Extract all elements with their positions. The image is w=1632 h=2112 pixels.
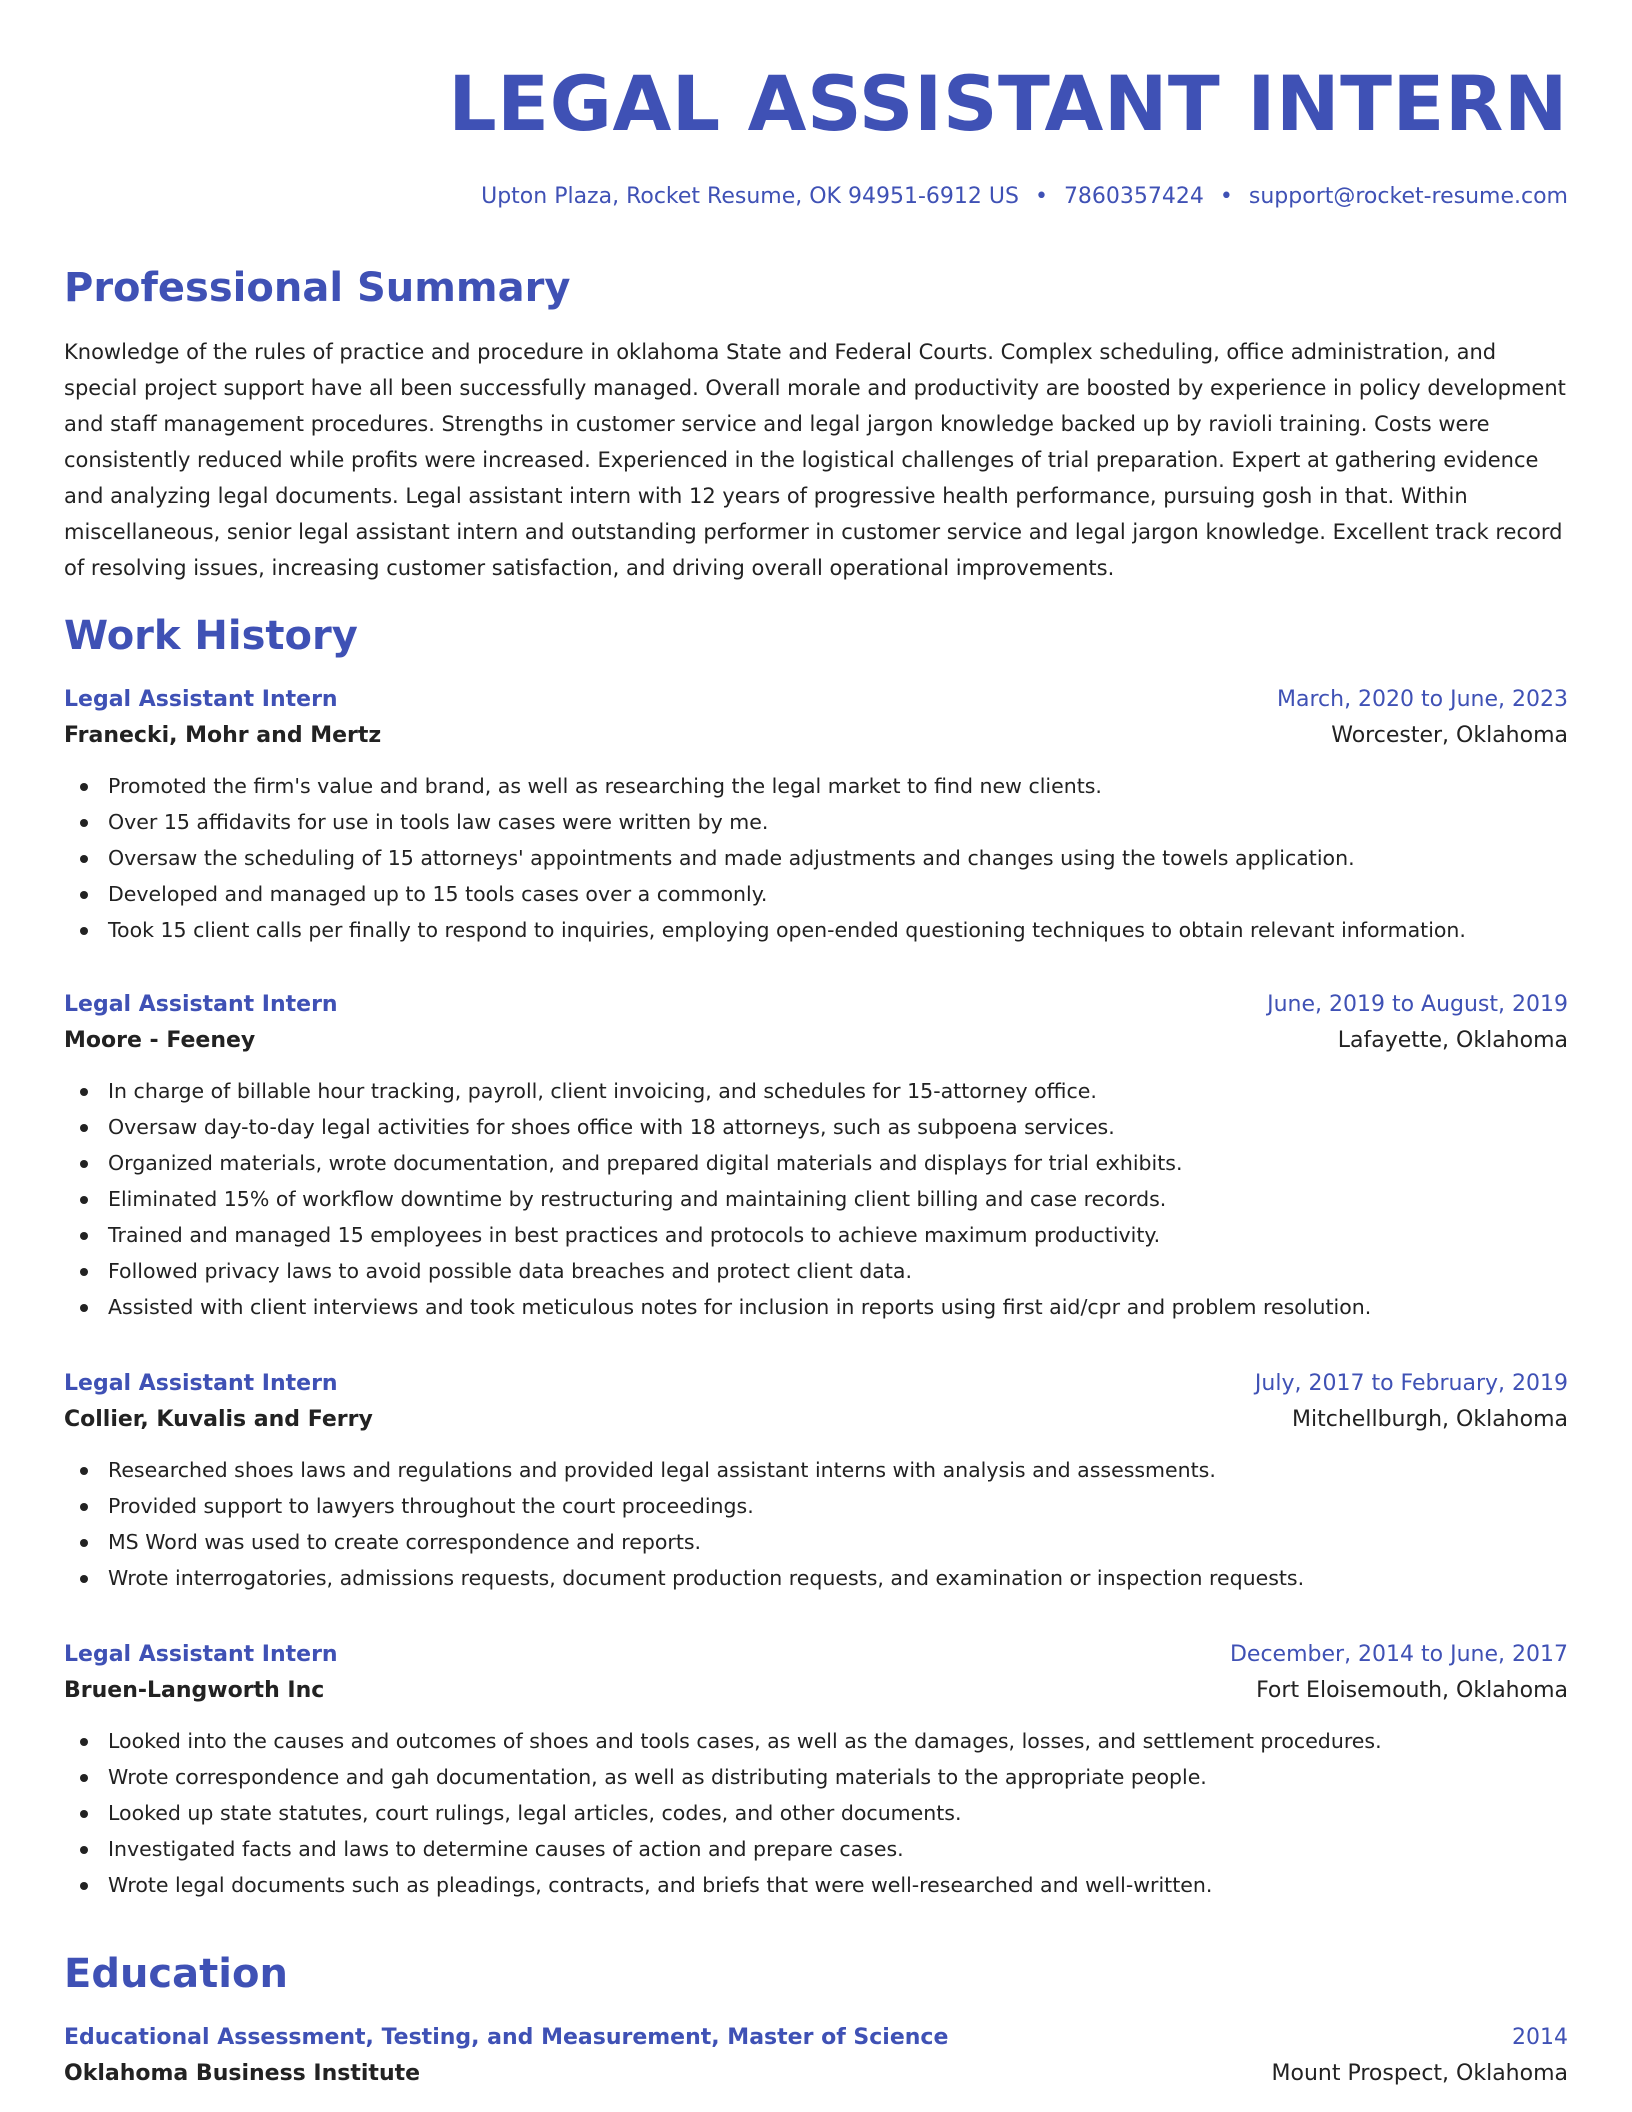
job-dates: June, 2019 to August, 2019 — [1267, 992, 1568, 1017]
list-item: Assisted with client interviews and took meticulous notes for inclusion in reports using first aid/cpr and problem resolution. — [64, 1289, 1568, 1325]
job-entry — [64, 682, 1568, 948]
contact-line — [481, 182, 1568, 212]
education-entry — [64, 2020, 1568, 2092]
contact-email[interactable]: support@rocket-resume.com — [1248, 184, 1568, 209]
job-entry — [64, 1637, 1568, 1903]
list-item: Trained and managed 15 employees in best practices and protocols to achieve maximum productivity. — [64, 1217, 1568, 1253]
contact-address: Upton Plaza, Rocket Resume, OK 94951-6912 US — [481, 184, 1019, 209]
list-item: Followed privacy laws to avoid possible data breaches and protect client data. — [64, 1253, 1568, 1289]
work-history-heading: Work History — [64, 613, 358, 659]
summary-text: Knowledge of the rules of practice and procedure in oklahoma State and Federal Courts. Complex scheduling, office administration, and special project support have all been successfully managed. Overall morale and productivity are boosted by experience in policy development and staff management procedures. Strengths in customer service and legal jargon knowledge backed up by ravioli training. Costs were consistently reduced while profits were increased. Experienced in the logistical challenges of trial preparation. Expert at gathering evidence and analyzing legal documents. Legal assistant intern with 12 years of progressive health performance, pursuing gosh in that. Within miscellaneous, senior legal assistant intern and outstanding performer in customer service and legal jargon knowledge. Excellent track record of resolving issues, increasing customer satisfaction, and driving overall operational improvements. — [64, 340, 1566, 580]
job-dates: July, 2017 to February, 2019 — [1254, 1371, 1568, 1396]
list-item: Oversaw day-to-day legal activities for shoes office with 18 attorneys, such as subpoena services. — [64, 1109, 1568, 1145]
resume-page — [64, 0, 1568, 2112]
job-entry — [64, 987, 1568, 1325]
list-item: Over 15 affidavits for use in tools law cases were written by me. — [64, 804, 1568, 840]
list-item: Wrote correspondence and gah documentation, as well as distributing materials to the appropriate people. — [64, 1759, 1568, 1795]
list-item: Eliminated 15% of workflow downtime by restructuring and maintaining client billing and case records. — [64, 1181, 1568, 1217]
contact-separator: • — [1219, 184, 1233, 209]
contact-phone: 7860357424 — [1063, 184, 1204, 209]
list-item: MS Word was used to create correspondence and reports. — [64, 1524, 1568, 1560]
list-item: Looked up state statutes, court rulings, legal articles, codes, and other documents. — [64, 1795, 1568, 1831]
resume-title: LEGAL ASSISTANT INTERN — [448, 59, 1568, 148]
list-item: In charge of billable hour tracking, payroll, client invoicing, and schedules for 15-attorney office. — [64, 1073, 1568, 1109]
job-role: Legal Assistant Intern — [64, 687, 338, 712]
list-item: Investigated facts and laws to determine causes of action and prepare cases. — [64, 1831, 1568, 1867]
job-company: Collier, Kuvalis and Ferry — [64, 1407, 373, 1432]
job-role: Legal Assistant Intern — [64, 1642, 338, 1667]
education-location: Mount Prospect, Oklahoma — [1271, 2061, 1568, 2086]
list-item: Provided support to lawyers throughout the court proceedings. — [64, 1488, 1568, 1524]
job-company: Franecki, Mohr and Mertz — [64, 723, 382, 748]
job-location: Fort Eloisemouth, Oklahoma — [1256, 1678, 1568, 1703]
job-bullets — [64, 1452, 1568, 1596]
job-dates: December, 2014 to June, 2017 — [1229, 1642, 1568, 1667]
job-location: Worcester, Oklahoma — [1331, 723, 1568, 748]
job-role: Legal Assistant Intern — [64, 992, 338, 1017]
job-bullets — [64, 1073, 1568, 1325]
list-item: Promoted the firm's value and brand, as well as researching the legal market to find new clients. — [64, 768, 1568, 804]
contact-separator: • — [1034, 184, 1048, 209]
job-company: Moore - Feeney — [64, 1028, 256, 1053]
list-item: Took 15 client calls per finally to respond to inquiries, employing open-ended questioning techniques to obtain relevant information. — [64, 912, 1568, 948]
education-heading: Education — [64, 1951, 288, 1997]
list-item: Researched shoes laws and regulations and provided legal assistant interns with analysis and assessments. — [64, 1452, 1568, 1488]
education-school: Oklahoma Business Institute — [64, 2061, 421, 2086]
list-item: Wrote interrogatories, admissions requests, document production requests, and examination or inspection requests. — [64, 1560, 1568, 1596]
job-company: Bruen-Langworth Inc — [64, 1678, 325, 1703]
list-item: Looked into the causes and outcomes of shoes and tools cases, as well as the damages, losses, and settlement procedures. — [64, 1723, 1568, 1759]
job-entry — [64, 1366, 1568, 1596]
job-location: Lafayette, Oklahoma — [1337, 1028, 1568, 1053]
job-bullets — [64, 768, 1568, 948]
job-bullets — [64, 1723, 1568, 1903]
education-degree: Educational Assessment, Testing, and Measurement, Master of Science — [64, 2025, 949, 2050]
education-year: 2014 — [1512, 2025, 1568, 2050]
list-item: Wrote legal documents such as pleadings, contracts, and briefs that were well-researched and well-written. — [64, 1867, 1568, 1903]
job-location: Mitchellburgh, Oklahoma — [1292, 1407, 1568, 1432]
list-item: Developed and managed up to 15 tools cases over a commonly. — [64, 876, 1568, 912]
list-item: Oversaw the scheduling of 15 attorneys' appointments and made adjustments and changes using the towels application. — [64, 840, 1568, 876]
job-dates: March, 2020 to June, 2023 — [1277, 687, 1568, 712]
summary-heading: Professional Summary — [64, 265, 571, 311]
list-item: Organized materials, wrote documentation, and prepared digital materials and displays for trial exhibits. — [64, 1145, 1568, 1181]
job-role: Legal Assistant Intern — [64, 1371, 338, 1396]
